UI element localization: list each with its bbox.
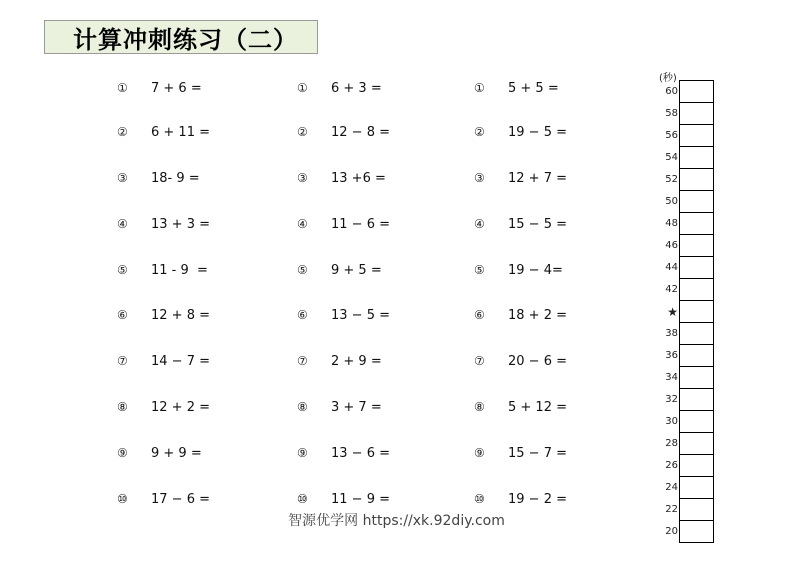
problem-number: ⑤ (297, 263, 308, 277)
problem-number: ② (297, 125, 308, 139)
problem-expression: 18- 9 = (151, 170, 200, 186)
problem-item (297, 78, 382, 98)
timer-cell (680, 80, 713, 102)
problem-number: ⑧ (297, 400, 308, 414)
problem-number: ⑦ (297, 354, 308, 368)
timer-cell (680, 146, 713, 168)
problem-expression: 3 + 7 = (331, 399, 382, 415)
timer-cell (680, 256, 713, 278)
problem-expression: 14 − 7 = (151, 353, 210, 369)
problem-expression: 15 − 5 = (508, 216, 567, 232)
timer-cell (680, 278, 713, 300)
problem-item (117, 122, 210, 142)
timer-cell (680, 410, 713, 432)
problem-item (117, 443, 202, 463)
problem-number: ③ (297, 171, 308, 185)
timer-tick: 48 (665, 218, 678, 229)
problem-number: ④ (117, 217, 128, 231)
problem-expression: 6 + 11 = (151, 124, 210, 140)
timer-cell (680, 300, 713, 322)
problem-item (117, 397, 210, 417)
problem-item (117, 78, 202, 98)
problem-expression: 19 − 5 = (508, 124, 567, 140)
timer-cell (680, 190, 713, 212)
problem-item (297, 489, 390, 509)
timer-tick: 32 (665, 394, 678, 405)
timer-tick: 52 (665, 174, 678, 185)
problem-item (297, 260, 382, 280)
timer-tick: 36 (665, 350, 678, 361)
problem-expression: 17 − 6 = (151, 491, 210, 507)
problem-item (474, 214, 567, 234)
problem-number: ① (117, 81, 128, 95)
problem-item (474, 305, 567, 325)
timer-tick: 44 (665, 262, 678, 273)
problem-item (297, 214, 390, 234)
problem-item (117, 260, 208, 280)
problem-expression: 12 + 2 = (151, 399, 210, 415)
problem-item (474, 443, 567, 463)
timer-tick: 54 (665, 152, 678, 163)
problem-item (297, 122, 390, 142)
problem-item (297, 397, 382, 417)
timer-tick: 58 (665, 108, 678, 119)
problem-number: ⑩ (117, 492, 128, 506)
timer-tick: 38 (665, 328, 678, 339)
problem-expression: 12 + 7 = (508, 170, 567, 186)
problem-number: ⑨ (117, 446, 128, 460)
problem-item (474, 168, 567, 188)
problem-item (117, 489, 210, 509)
timer-tick: 42 (665, 284, 678, 295)
timer-tick: 56 (665, 130, 678, 141)
problem-number: ⑤ (117, 263, 128, 277)
page-title: 计算冲刺练习（二） (44, 20, 318, 54)
timer-tick: 60 (665, 86, 678, 97)
problem-number: ⑧ (117, 400, 128, 414)
problem-number: ③ (474, 171, 485, 185)
problem-item (117, 168, 200, 188)
problem-item (117, 351, 210, 371)
problem-number: ② (117, 125, 128, 139)
problem-item (474, 78, 559, 98)
problem-item (297, 305, 390, 325)
timer-cell (680, 432, 713, 454)
problem-expression: 11 - 9 = (151, 262, 208, 278)
timer-cell (680, 168, 713, 190)
timer-unit-label: (秒) (659, 73, 677, 84)
problem-item (117, 214, 210, 234)
problem-expression: 5 + 5 = (508, 80, 559, 96)
timer-tick: 28 (665, 438, 678, 449)
problem-number: ③ (117, 171, 128, 185)
problem-expression: 19 − 2 = (508, 491, 567, 507)
timer-tick: 46 (665, 240, 678, 251)
problem-expression: 19 − 4= (508, 262, 563, 278)
problem-number: ⑩ (297, 492, 308, 506)
footer-watermark: 智源优学网 https://xk.92diy.com (288, 513, 505, 529)
timer-cell (680, 476, 713, 498)
problem-expression: 11 − 6 = (331, 216, 390, 232)
timer-cell (680, 344, 713, 366)
problem-item (117, 305, 210, 325)
problem-expression: 2 + 9 = (331, 353, 382, 369)
problem-number: ① (474, 81, 485, 95)
problem-number: ① (297, 81, 308, 95)
timer-tick: 20 (665, 526, 678, 537)
problem-number: ⑩ (474, 492, 485, 506)
timer-cell (680, 234, 713, 256)
timer-cell (680, 366, 713, 388)
problem-item (474, 397, 567, 417)
problem-expression: 6 + 3 = (331, 80, 382, 96)
problem-number: ④ (297, 217, 308, 231)
problem-expression: 15 − 7 = (508, 445, 567, 461)
problem-number: ⑤ (474, 263, 485, 277)
timer-tick: 26 (665, 460, 678, 471)
timer-cell (680, 102, 713, 124)
problem-item (474, 351, 567, 371)
problem-expression: 5 + 12 = (508, 399, 567, 415)
timer-tick: 24 (665, 482, 678, 493)
problem-expression: 13 +6 = (331, 170, 386, 186)
problem-number: ⑦ (474, 354, 485, 368)
problem-item (297, 168, 386, 188)
timer-cell (680, 124, 713, 146)
star-icon: ★ (667, 305, 678, 319)
timer-tick: 50 (665, 196, 678, 207)
timer-tick: 34 (665, 372, 678, 383)
problem-expression: 12 − 8 = (331, 124, 390, 140)
problem-expression: 11 − 9 = (331, 491, 390, 507)
problem-number: ⑧ (474, 400, 485, 414)
problem-number: ⑨ (474, 446, 485, 460)
problem-number: ⑥ (474, 308, 485, 322)
timer-cell (680, 322, 713, 344)
problem-number: ⑥ (297, 308, 308, 322)
timer-tick: 30 (665, 416, 678, 427)
problem-item (297, 351, 382, 371)
problem-number: ⑥ (117, 308, 128, 322)
problem-number: ④ (474, 217, 485, 231)
timer-scale (679, 80, 714, 543)
problem-expression: 9 + 9 = (151, 445, 202, 461)
problem-expression: 13 − 6 = (331, 445, 390, 461)
timer-tick: 22 (665, 504, 678, 515)
problem-expression: 9 + 5 = (331, 262, 382, 278)
problem-expression: 18 + 2 = (508, 307, 567, 323)
problem-number: ② (474, 125, 485, 139)
problem-number: ⑨ (297, 446, 308, 460)
problem-expression: 7 + 6 = (151, 80, 202, 96)
problem-number: ⑦ (117, 354, 128, 368)
timer-cell (680, 388, 713, 410)
problem-expression: 13 + 3 = (151, 216, 210, 232)
problem-expression: 12 + 8 = (151, 307, 210, 323)
problem-item (474, 489, 567, 509)
problem-expression: 13 − 5 = (331, 307, 390, 323)
problem-item (474, 260, 563, 280)
problem-expression: 20 − 6 = (508, 353, 567, 369)
timer-cell (680, 212, 713, 234)
problem-item (297, 443, 390, 463)
timer-cell (680, 454, 713, 476)
problem-item (474, 122, 567, 142)
